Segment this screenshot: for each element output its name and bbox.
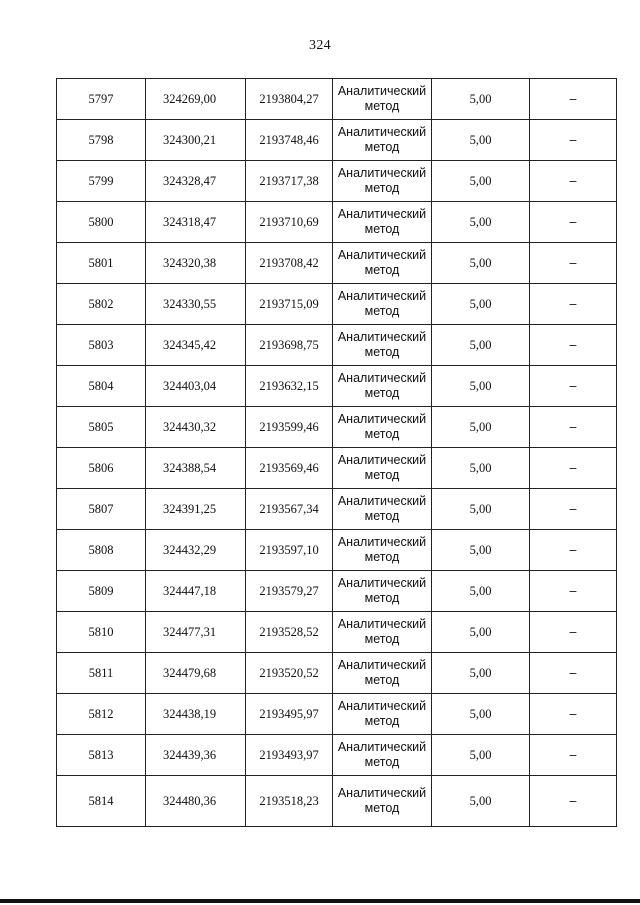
table-row (57, 735, 617, 776)
method-cell (333, 79, 432, 120)
method-line-2: метод (364, 550, 400, 564)
method-line-2: метод (364, 509, 400, 523)
method-line-1: Аналитический (337, 699, 427, 713)
x-coordinate-cell: 324479,68 (146, 653, 246, 694)
point-number-cell: 5814 (57, 776, 146, 827)
point-number-cell: 5801 (57, 243, 146, 284)
x-coordinate-cell: 324269,00 (146, 79, 246, 120)
table-row (57, 530, 617, 571)
method-cell (333, 284, 432, 325)
accuracy-cell: 5,00 (432, 120, 530, 161)
method-line-1: Аналитический (337, 494, 427, 508)
method-cell (333, 325, 432, 366)
method-cell (333, 489, 432, 530)
method-line-1: Аналитический (337, 371, 427, 385)
point-number-cell: 5810 (57, 612, 146, 653)
accuracy-cell: 5,00 (432, 79, 530, 120)
method-line-2: метод (364, 714, 400, 728)
method-line-1: Аналитический (337, 453, 427, 467)
table-row (57, 448, 617, 489)
x-coordinate-cell: 324300,21 (146, 120, 246, 161)
point-number-cell: 5807 (57, 489, 146, 530)
method-cell (333, 653, 432, 694)
note-cell: – (530, 202, 617, 243)
method-line-1: Аналитический (337, 289, 427, 303)
method-line-2: метод (364, 345, 400, 359)
note-cell: – (530, 366, 617, 407)
note-cell: – (530, 325, 617, 366)
method-line-1: Аналитический (337, 125, 427, 139)
y-coordinate-cell: 2193710,69 (246, 202, 333, 243)
x-coordinate-cell: 324403,04 (146, 366, 246, 407)
y-coordinate-cell: 2193518,23 (246, 776, 333, 827)
method-line-2: метод (364, 632, 400, 646)
note-cell: – (530, 571, 617, 612)
table-body (57, 79, 617, 827)
method-line-1: Аналитический (337, 617, 427, 631)
table-row (57, 120, 617, 161)
point-number-cell: 5803 (57, 325, 146, 366)
method-line-1: Аналитический (337, 84, 427, 98)
point-number-cell: 5797 (57, 79, 146, 120)
x-coordinate-cell: 324480,36 (146, 776, 246, 827)
y-coordinate-cell: 2193715,09 (246, 284, 333, 325)
note-cell: – (530, 243, 617, 284)
accuracy-cell: 5,00 (432, 366, 530, 407)
table-row (57, 284, 617, 325)
y-coordinate-cell: 2193632,15 (246, 366, 333, 407)
table-row (57, 325, 617, 366)
accuracy-cell: 5,00 (432, 776, 530, 827)
accuracy-cell: 5,00 (432, 694, 530, 735)
note-cell: – (530, 161, 617, 202)
accuracy-cell: 5,00 (432, 202, 530, 243)
method-line-2: метод (364, 755, 400, 769)
note-cell: – (530, 448, 617, 489)
method-line-2: метод (364, 673, 400, 687)
accuracy-cell: 5,00 (432, 612, 530, 653)
y-coordinate-cell: 2193528,52 (246, 612, 333, 653)
y-coordinate-cell: 2193717,38 (246, 161, 333, 202)
note-cell: – (530, 776, 617, 827)
method-line-2: метод (364, 801, 400, 815)
y-coordinate-cell: 2193698,75 (246, 325, 333, 366)
accuracy-cell: 5,00 (432, 653, 530, 694)
method-line-2: метод (364, 304, 400, 318)
table-row (57, 79, 617, 120)
page-number: 324 (309, 38, 331, 53)
method-cell (333, 694, 432, 735)
y-coordinate-cell: 2193804,27 (246, 79, 333, 120)
method-cell (333, 571, 432, 612)
method-line-1: Аналитический (337, 412, 427, 426)
method-line-2: метод (364, 427, 400, 441)
y-coordinate-cell: 2193599,46 (246, 407, 333, 448)
point-number-cell: 5806 (57, 448, 146, 489)
y-coordinate-cell: 2193748,46 (246, 120, 333, 161)
method-line-1: Аналитический (337, 248, 427, 262)
table-row (57, 202, 617, 243)
table-row (57, 571, 617, 612)
accuracy-cell: 5,00 (432, 325, 530, 366)
point-number-cell: 5800 (57, 202, 146, 243)
x-coordinate-cell: 324439,36 (146, 735, 246, 776)
point-number-cell: 5804 (57, 366, 146, 407)
method-line-2: метод (364, 222, 400, 236)
method-cell (333, 243, 432, 284)
table-row (57, 407, 617, 448)
accuracy-cell: 5,00 (432, 735, 530, 776)
method-line-2: метод (364, 386, 400, 400)
accuracy-cell: 5,00 (432, 448, 530, 489)
method-line-1: Аналитический (337, 535, 427, 549)
method-line-1: Аналитический (337, 330, 427, 344)
table-row (57, 776, 617, 827)
point-number-cell: 5798 (57, 120, 146, 161)
note-cell: – (530, 120, 617, 161)
note-cell: – (530, 653, 617, 694)
method-cell (333, 407, 432, 448)
accuracy-cell: 5,00 (432, 161, 530, 202)
point-number-cell: 5805 (57, 407, 146, 448)
method-cell (333, 612, 432, 653)
method-cell (333, 735, 432, 776)
x-coordinate-cell: 324430,32 (146, 407, 246, 448)
method-line-2: метод (364, 140, 400, 154)
y-coordinate-cell: 2193567,34 (246, 489, 333, 530)
coordinates-table (56, 78, 617, 827)
note-cell: – (530, 407, 617, 448)
note-cell: – (530, 79, 617, 120)
y-coordinate-cell: 2193569,46 (246, 448, 333, 489)
method-line-2: метод (364, 468, 400, 482)
note-cell: – (530, 612, 617, 653)
x-coordinate-cell: 324388,54 (146, 448, 246, 489)
y-coordinate-cell: 2193520,52 (246, 653, 333, 694)
table-row (57, 653, 617, 694)
point-number-cell: 5811 (57, 653, 146, 694)
x-coordinate-cell: 324438,19 (146, 694, 246, 735)
x-coordinate-cell: 324391,25 (146, 489, 246, 530)
method-line-1: Аналитический (337, 786, 427, 800)
method-line-1: Аналитический (337, 576, 427, 590)
method-line-2: метод (364, 99, 400, 113)
y-coordinate-cell: 2193597,10 (246, 530, 333, 571)
note-cell: – (530, 530, 617, 571)
x-coordinate-cell: 324477,31 (146, 612, 246, 653)
table-row (57, 489, 617, 530)
x-coordinate-cell: 324320,38 (146, 243, 246, 284)
x-coordinate-cell: 324330,55 (146, 284, 246, 325)
note-cell: – (530, 694, 617, 735)
method-cell (333, 530, 432, 571)
point-number-cell: 5808 (57, 530, 146, 571)
table-row (57, 366, 617, 407)
y-coordinate-cell: 2193495,97 (246, 694, 333, 735)
method-cell (333, 366, 432, 407)
method-line-2: метод (364, 181, 400, 195)
method-line-1: Аналитический (337, 166, 427, 180)
x-coordinate-cell: 324345,42 (146, 325, 246, 366)
table-row (57, 694, 617, 735)
bottom-border-line (0, 899, 640, 903)
accuracy-cell: 5,00 (432, 284, 530, 325)
y-coordinate-cell: 2193579,27 (246, 571, 333, 612)
method-cell (333, 120, 432, 161)
method-line-2: метод (364, 263, 400, 277)
method-line-1: Аналитический (337, 658, 427, 672)
accuracy-cell: 5,00 (432, 407, 530, 448)
point-number-cell: 5812 (57, 694, 146, 735)
method-cell (333, 448, 432, 489)
note-cell: – (530, 489, 617, 530)
x-coordinate-cell: 324432,29 (146, 530, 246, 571)
method-line-1: Аналитический (337, 207, 427, 221)
table-row (57, 243, 617, 284)
table-row (57, 161, 617, 202)
point-number-cell: 5799 (57, 161, 146, 202)
accuracy-cell: 5,00 (432, 243, 530, 284)
y-coordinate-cell: 2193493,97 (246, 735, 333, 776)
method-cell (333, 202, 432, 243)
point-number-cell: 5809 (57, 571, 146, 612)
point-number-cell: 5813 (57, 735, 146, 776)
x-coordinate-cell: 324318,47 (146, 202, 246, 243)
x-coordinate-cell: 324447,18 (146, 571, 246, 612)
method-cell (333, 776, 432, 827)
accuracy-cell: 5,00 (432, 530, 530, 571)
accuracy-cell: 5,00 (432, 489, 530, 530)
x-coordinate-cell: 324328,47 (146, 161, 246, 202)
method-line-2: метод (364, 591, 400, 605)
note-cell: – (530, 284, 617, 325)
note-cell: – (530, 735, 617, 776)
table-row (57, 612, 617, 653)
y-coordinate-cell: 2193708,42 (246, 243, 333, 284)
method-line-1: Аналитический (337, 740, 427, 754)
accuracy-cell: 5,00 (432, 571, 530, 612)
method-cell (333, 161, 432, 202)
point-number-cell: 5802 (57, 284, 146, 325)
